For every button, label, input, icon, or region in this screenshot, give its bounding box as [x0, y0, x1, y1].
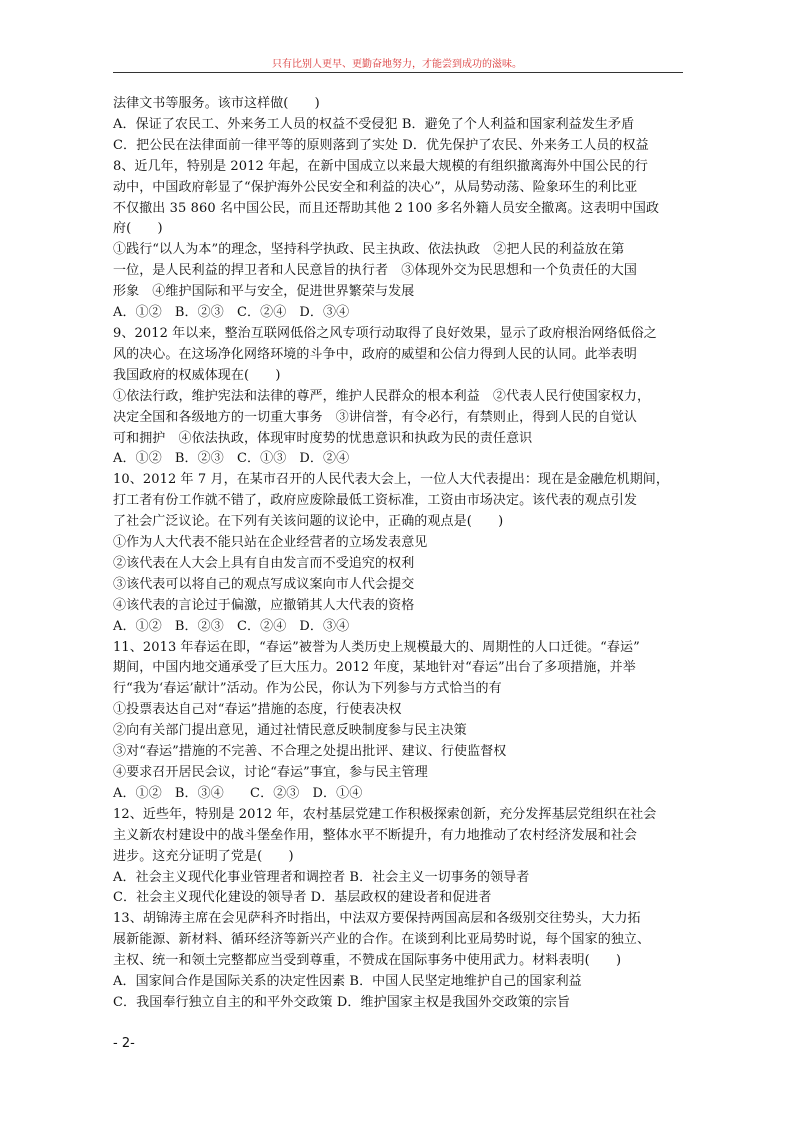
text-line: 11、2013 年春运在即，“春运”被誉为人类历史上规模最大的、周期性的人口迁徙。“春运” [113, 639, 640, 655]
text-line: A．社会主义现代化事业管理者和调控者 B．社会主义一切事务的领导者 [113, 869, 530, 885]
text-line: ②向有关部门提出意见，通过社情民意反映制度参与民主决策 [113, 723, 467, 739]
text-line: ②该代表在人大会上具有自由发言而不受追究的权利 [113, 555, 415, 571]
text-line: 进步。这充分证明了党是( ) [113, 848, 294, 864]
text-line: 13、胡锦涛主席在会见萨科齐时指出，中法双方要保持两国高层和各级别交往势头，大力拓 [113, 911, 641, 927]
text-line: 9、2012 年以来，整治互联网低俗之风专项行动取得了良好效果，显示了政府根治网络低俗之 [113, 325, 657, 341]
text-line: 可和拥护 ④依法执政，体现审时度势的忧患意识和执政为民的责任意识 [113, 430, 533, 446]
text-line: C．社会主义现代化建设的领导者 D．基层政权的建设者和促进者 [113, 890, 492, 906]
text-line: 决定全国和各级地方的一切重大事务 ③讲信誉，有令必行，有禁则止，得到人民的自觉认 [113, 409, 638, 425]
text-line: ④要求召开居民会议，讨论“春运”事宜，参与民主管理 [113, 765, 428, 780]
page-number: - 2- [113, 1036, 135, 1051]
text-line: 展新能源、新材料、循环经济等新兴产业的合作。在谈到利比亚局势时说，每个国家的独立、 [113, 932, 651, 948]
text-line: A．保证了农民工、外来务工人员的权益不受侵犯 B．避免了个人利益和国家利益发生矛盾 [113, 116, 635, 132]
text-line: ④该代表的言论过于偏激，应撤销其人大代表的资格 [113, 597, 415, 613]
text-line: ①依法行政，维护宪法和法律的尊严，维护人民群众的根本利益 ②代表人民行使国家权力， [113, 388, 651, 404]
text-line: 打工者有份工作就不错了，政府应废除最低工资标准，工资由市场决定。该代表的观点引发 [113, 493, 638, 509]
text-line: A．①② B．③④ C．②③ D．①④ [113, 785, 363, 801]
header-rule [113, 72, 683, 73]
text-line: A．国家间合作是国际关系的决定性因素 B．中国人民坚定地维护自己的国家利益 [113, 974, 582, 990]
text-line: 风的决心。在这场净化网络环境的斗争中，政府的威望和公信力得到人民的认同。此举表明 [113, 346, 638, 362]
text-line: 12、近些年，特别是 2012 年，农村基层党建工作积极探索创新，充分发挥基层党组织在社会 [113, 806, 657, 822]
text-line: C．把公民在法律面前一律平等的原则落到了实处 D．优先保护了农民、外来务工人员的权益 [113, 137, 649, 153]
header-motto: 只有比别人更早、更勤奋地努力，才能尝到成功的滋味。 [272, 59, 522, 70]
text-line: 法律文书等服务。该市这样做( ) [113, 96, 320, 111]
text-line: 10、2012 年 7 月，在某市召开的人民代表大会上，一位人大代表提出：现在是金融危机期间， [113, 472, 669, 488]
text-line: A．①② B．②③ C．①③ D．②④ [113, 451, 350, 467]
text-line: ③该代表可以将自己的观点写成议案向市人代会提交 [113, 576, 415, 592]
text-line: ①作为人大代表不能只站在企业经营者的立场发表意见 [113, 535, 428, 551]
text-line: 我国政府的权威体现在( ) [113, 367, 281, 383]
text-line: 主权、统一和领土完整都应当受到尊重，不赞成在国际事务中使用武力。材料表明( ) [113, 953, 622, 969]
text-line: 主义新农村建设中的战斗堡垒作用，整体水平不断提升，有力地推动了农村经济发展和社会 [113, 827, 638, 843]
text-line: 动中，中国政府彰显了“保护海外公民安全和利益的决心”，从局势动荡、险象环生的利比亚 [113, 179, 638, 195]
text-line: ③对“春运”措施的不完善、不合理之处提出批评、建议、行使监督权 [113, 744, 507, 760]
text-line: 府( ) [113, 221, 163, 237]
text-line: C．我国奉行独立自主的和平外交政策 D．维护国家主权是我国外交政策的宗旨 [113, 994, 571, 1010]
text-line: 一位，是人民利益的捍卫者和人民意旨的执行者 ③体现外交为民思想和一个负责任的大国 [113, 263, 638, 279]
text-line: 不仅撤出 35 860 名中国公民，而且还帮助其他 2 100 多名外籍人员安全撤离。这表明中国政 [113, 200, 660, 216]
text-line: 了社会广泛议论。在下列有关该问题的议论中，正确的观点是( ) [113, 514, 504, 530]
text-line: 期间，中国内地交通承受了巨大压力。2012 年度，某地针对“春运”出台了多项措施，并举 [113, 660, 636, 676]
text-line: A．①② B．②③ C．②④ D．③④ [113, 618, 350, 634]
text-line: 行“我为‘春运’献计”活动。作为公民，你认为下列参与方式恰当的有 [113, 681, 502, 697]
text-line: ①投票表达自己对“春运”措施的态度，行使表决权 [113, 702, 402, 718]
text-line: A．①② B．②③ C．②④ D．③④ [113, 305, 350, 321]
text-line: ①践行“以人为本”的理念，坚持科学执政、民主执政、依法执政 ②把人民的利益放在第 [113, 242, 625, 258]
text-line: 形象 ④维护国际和平与安全，促进世界繁荣与发展 [113, 284, 415, 300]
text-line: 8、近几年，特别是 2012 年起，在新中国成立以来最大规模的有组织撤离海外中国公民的行 [113, 158, 649, 174]
document-body [113, 94, 687, 1014]
